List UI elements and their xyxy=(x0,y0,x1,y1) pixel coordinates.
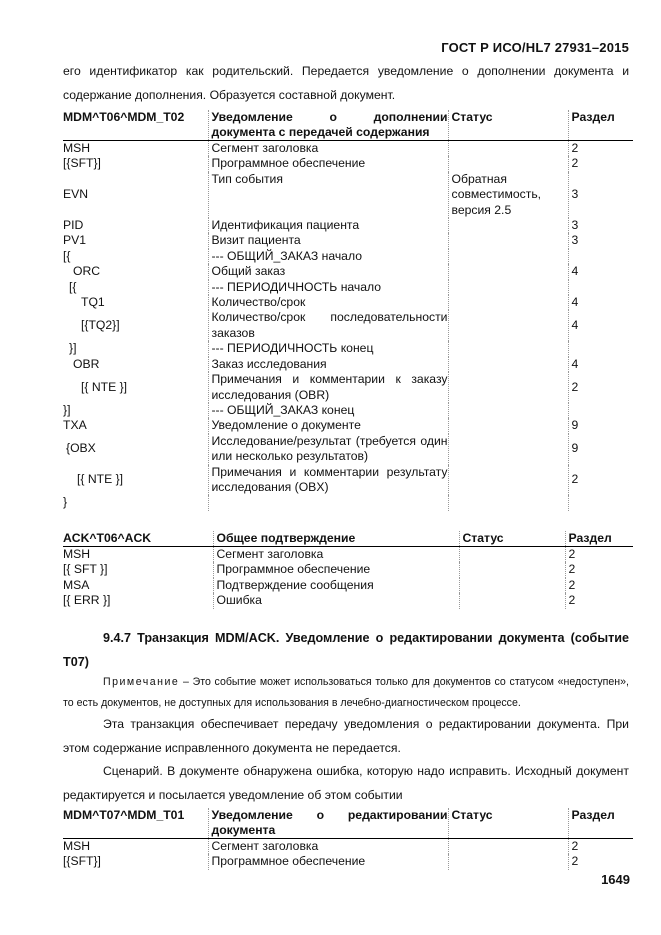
table-row xyxy=(63,418,633,433)
table-row xyxy=(63,233,633,248)
table-row xyxy=(63,341,633,356)
description-cell: Тип события xyxy=(208,172,448,218)
section-cell: 2 xyxy=(565,578,633,593)
description-cell: --- ПЕРИОДИЧНОСТЬ начало xyxy=(208,280,448,295)
section-cell: 4 xyxy=(568,357,633,372)
segment-cell: [{ xyxy=(69,279,77,294)
segment-cell: TXA xyxy=(63,418,87,433)
section-cell xyxy=(568,249,633,264)
header-section: Раздел xyxy=(565,531,633,547)
description-cell: Общий заказ xyxy=(208,264,448,279)
status-cell xyxy=(448,854,568,869)
note-label: Примечание xyxy=(103,676,180,688)
status-cell xyxy=(448,218,568,233)
section-cell: 2 xyxy=(568,156,633,171)
status-cell xyxy=(448,372,568,403)
section-cell: 9 xyxy=(568,434,633,465)
segment-cell: }] xyxy=(63,402,71,417)
status-cell xyxy=(448,295,568,310)
paragraph-scenario: Сценарий. В документе обнаружена ошибка, которую надо исправить. Исходный документ редактируется и посылается уведомление об этом событии xyxy=(63,764,629,802)
table-row xyxy=(63,578,633,593)
page-number: 1649 xyxy=(601,872,630,887)
header-description: Уведомление о редактировании документа xyxy=(208,808,448,839)
note-block xyxy=(63,672,629,714)
document-header: ГОСТ Р ИСО/HL7 27931–2015 xyxy=(441,40,629,55)
description-cell: Количество/срок последовательности заказов xyxy=(208,310,448,341)
segment-cell: PV1 xyxy=(63,233,87,248)
table-row xyxy=(63,403,633,418)
segment-cell: [{ NTE }] xyxy=(81,379,128,394)
table-row xyxy=(63,249,633,264)
section-cell: 3 xyxy=(568,172,633,218)
description-cell: Сегмент заголовка xyxy=(208,839,448,855)
segment-cell: } xyxy=(63,495,68,510)
status-cell xyxy=(448,310,568,341)
section-cell: 2 xyxy=(565,593,633,608)
header-message: MDM^T06^MDM_T02 xyxy=(63,110,208,141)
description-cell: --- ОБЩИЙ_ЗАКАЗ конец xyxy=(208,403,448,418)
section-cell: 3 xyxy=(568,218,633,233)
description-cell: Сегмент заголовка xyxy=(208,141,448,157)
status-cell xyxy=(459,593,565,608)
table-row xyxy=(63,172,633,218)
segment-cell: {OBX xyxy=(66,441,96,456)
status-cell xyxy=(448,839,568,855)
status-cell xyxy=(448,495,568,510)
segment-cell: [{SFT}] xyxy=(63,854,101,869)
section-cell: 2 xyxy=(568,465,633,496)
section-cell: 4 xyxy=(568,310,633,341)
status-cell xyxy=(448,249,568,264)
description-cell: Заказ исследования xyxy=(208,357,448,372)
status-cell xyxy=(459,562,565,577)
table-row xyxy=(63,547,633,563)
section-cell: 4 xyxy=(568,295,633,310)
description-cell: Программное обеспечение xyxy=(208,156,448,171)
table-row xyxy=(63,593,633,608)
table-row xyxy=(63,218,633,233)
description-cell: Идентификация пациента xyxy=(208,218,448,233)
header-message: MDM^T07^MDM_T01 xyxy=(63,808,208,839)
description-cell: Примечания и комментарии к заказу исследования (OBR) xyxy=(208,372,448,403)
header-status: Статус xyxy=(448,808,568,839)
description-cell: Визит пациента xyxy=(208,233,448,248)
status-cell: Обратная совместимость, версия 2.5 xyxy=(448,172,568,218)
header-status: Статус xyxy=(459,531,565,547)
section-cell xyxy=(568,280,633,295)
section-cell xyxy=(568,341,633,356)
description-cell: Исследование/результат (требуется один или несколько результатов) xyxy=(208,434,448,465)
segment-cell: [{ ERR }] xyxy=(63,593,111,608)
description-cell: Программное обеспечение xyxy=(213,562,459,577)
status-cell xyxy=(448,141,568,157)
table-row xyxy=(63,141,633,157)
section-cell: 2 xyxy=(565,547,633,563)
segment-cell: EVN xyxy=(63,187,89,202)
table-row xyxy=(63,280,633,295)
paragraph-transaction: Эта транзакция обеспечивает передачу уведомления о редактировании документа. При этом содержание исправленного документа не передается. xyxy=(63,717,629,755)
table-row xyxy=(63,562,633,577)
status-cell xyxy=(448,418,568,433)
table-row xyxy=(63,156,633,171)
segment-cell: OBR xyxy=(73,356,100,371)
description-cell: Ошибка xyxy=(213,593,459,608)
section-cell xyxy=(568,495,633,510)
table-row xyxy=(63,495,633,510)
segment-cell: PID xyxy=(63,218,84,233)
ack-t06-table xyxy=(63,531,633,609)
header-description: Уведомление о дополнении документа с передачей содержания xyxy=(208,110,448,141)
section-cell: 2 xyxy=(568,839,633,855)
section-heading: 9.4.7 Транзакция MDM/ACK. Уведомление о редактировании документа (событие T07) xyxy=(63,631,629,669)
status-cell xyxy=(448,156,568,171)
segment-cell: TQ1 xyxy=(81,295,105,310)
status-cell xyxy=(448,434,568,465)
status-cell xyxy=(459,547,565,563)
segment-cell: [{ NTE }] xyxy=(77,472,124,487)
section-cell: 4 xyxy=(568,264,633,279)
status-cell xyxy=(448,341,568,356)
segment-cell: MSH xyxy=(63,839,91,853)
header-description: Общее подтверждение xyxy=(213,531,459,547)
description-cell: Уведомление о документе xyxy=(208,418,448,433)
segment-cell: [{TQ2}] xyxy=(81,318,120,333)
segment-cell: [{SFT}] xyxy=(63,156,101,171)
header-status: Статус xyxy=(448,110,568,141)
description-cell: Программное обеспечение xyxy=(208,854,448,869)
mdm-t06-table xyxy=(63,110,633,511)
note-text: – Это событие может использоваться только для документов со статусом «недоступен», то есть документов, не доступных для использования в лечебно-диагностическом процессе. xyxy=(63,676,629,709)
table-row xyxy=(63,372,633,403)
section-cell: 9 xyxy=(568,418,633,433)
status-cell xyxy=(448,280,568,295)
segment-cell: }] xyxy=(69,341,77,356)
segment-cell: [{ xyxy=(63,248,71,263)
table-row xyxy=(63,264,633,279)
segment-cell: [{ SFT }] xyxy=(63,562,108,577)
table-row xyxy=(63,434,633,465)
header-section: Раздел xyxy=(568,808,633,839)
table-row xyxy=(63,357,633,372)
description-cell: Сегмент заголовка xyxy=(213,547,459,563)
section-cell: 3 xyxy=(568,233,633,248)
section-cell: 2 xyxy=(565,562,633,577)
description-cell xyxy=(208,495,448,510)
description-cell: --- ОБЩИЙ_ЗАКАЗ начало xyxy=(208,249,448,264)
segment-cell: MSA xyxy=(63,577,90,592)
table-row xyxy=(63,839,633,855)
mdm-t07-table xyxy=(63,808,633,870)
section-cell: 2 xyxy=(568,854,633,869)
segment-cell: MSH xyxy=(63,547,91,561)
header-message: ACK^T06^ACK xyxy=(63,531,213,547)
table-row xyxy=(63,465,633,496)
section-cell xyxy=(568,403,633,418)
table-row xyxy=(63,310,633,341)
section-cell: 2 xyxy=(568,141,633,157)
description-cell: Примечания и комментарии результату исследования (OBX) xyxy=(208,465,448,496)
intro-paragraph: его идентификатор как родительский. Передается уведомление о дополнении документа и содержание дополнения. Образуется составной документ. xyxy=(63,64,629,102)
description-cell: Подтверждение сообщения xyxy=(213,578,459,593)
segment-cell: ORC xyxy=(73,264,101,279)
status-cell xyxy=(448,357,568,372)
status-cell xyxy=(448,233,568,248)
header-section: Раздел xyxy=(568,110,633,141)
description-cell: Количество/срок xyxy=(208,295,448,310)
segment-cell: MSH xyxy=(63,141,91,155)
table-row xyxy=(63,295,633,310)
table-row xyxy=(63,854,633,869)
status-cell xyxy=(459,578,565,593)
status-cell xyxy=(448,264,568,279)
section-cell: 2 xyxy=(568,372,633,403)
description-cell: --- ПЕРИОДИЧНОСТЬ конец xyxy=(208,341,448,356)
status-cell xyxy=(448,403,568,418)
status-cell xyxy=(448,465,568,496)
